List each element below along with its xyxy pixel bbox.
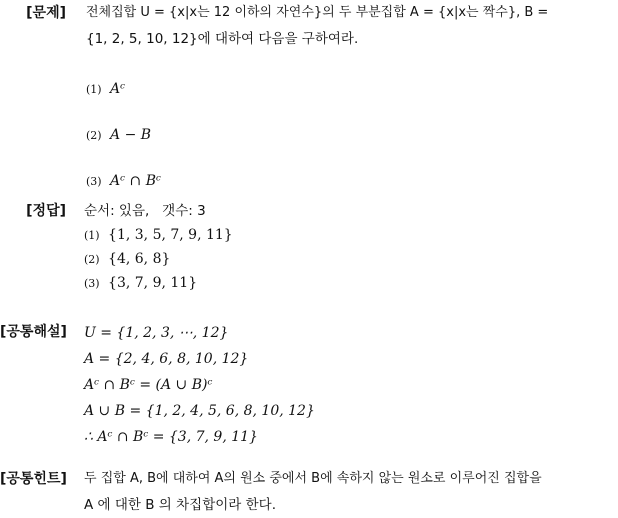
problem-item-3-expr: Aᶜ ∩ Bᶜ [110,173,161,189]
solution-line-5: ∴ Aᶜ ∩ Bᶜ = {3, 7, 9, 11} [84,429,258,445]
problem-item-3 [86,168,616,194]
solution-line-1: U = {1, 2, 3, ⋯, 12} [84,325,229,341]
answer-item-2 [84,247,614,271]
hint-line-2: A 에 대한 B 의 차집합이라 한다. [84,497,276,513]
answer-item-1-number: (1) [84,229,100,242]
problem-tag: [문제] [26,5,66,21]
problem-item-3-number: (3) [86,175,102,188]
problem-item-1 [86,76,616,102]
problem-item-2-expr: A − B [110,127,152,143]
answer-item-3-number: (3) [84,277,100,290]
solution-tag: [공통해설] [0,324,67,340]
solution-line-3: Aᶜ ∩ Bᶜ = (A ∪ B)ᶜ [84,377,213,393]
hint-tag: [공통힌트] [0,471,67,487]
answer-item-2-expr: {4, 6, 8} [108,251,171,267]
answer-item-1 [84,223,614,247]
solution-line-4: A ∪ B = {1, 2, 4, 5, 6, 8, 10, 12} [84,403,315,419]
answer-item-3 [84,271,614,295]
problem-item-1-number: (1) [86,83,102,96]
problem-item-2-number: (2) [86,129,102,142]
problem-line-1: 전체집합 U = {x|x는 12 이하의 자연수}의 두 부분집합 A = {x|x는 짝수}, B = [86,5,549,20]
answer-tag: [정답] [26,203,66,219]
answer-item-1-expr: {1, 3, 5, 7, 9, 11} [108,227,233,243]
problem-item-1-expr: Aᶜ [110,81,126,97]
answer-item-2-number: (2) [84,253,100,266]
problem-line-2: {1, 2, 5, 10, 12}에 대하여 다음을 구하여라. [86,31,359,47]
problem-item-2 [86,122,616,148]
solution-line-2: A = {2, 4, 6, 8, 10, 12} [84,351,249,367]
answer-meta: 순서: 있음, 갯수: 3 [84,203,206,219]
answer-item-3-expr: {3, 7, 9, 11} [108,275,198,291]
hint-line-1: 두 집합 A, B에 대하여 A의 원소 중에서 B에 속하지 않는 원소로 이루어진 집합을 [84,471,542,486]
